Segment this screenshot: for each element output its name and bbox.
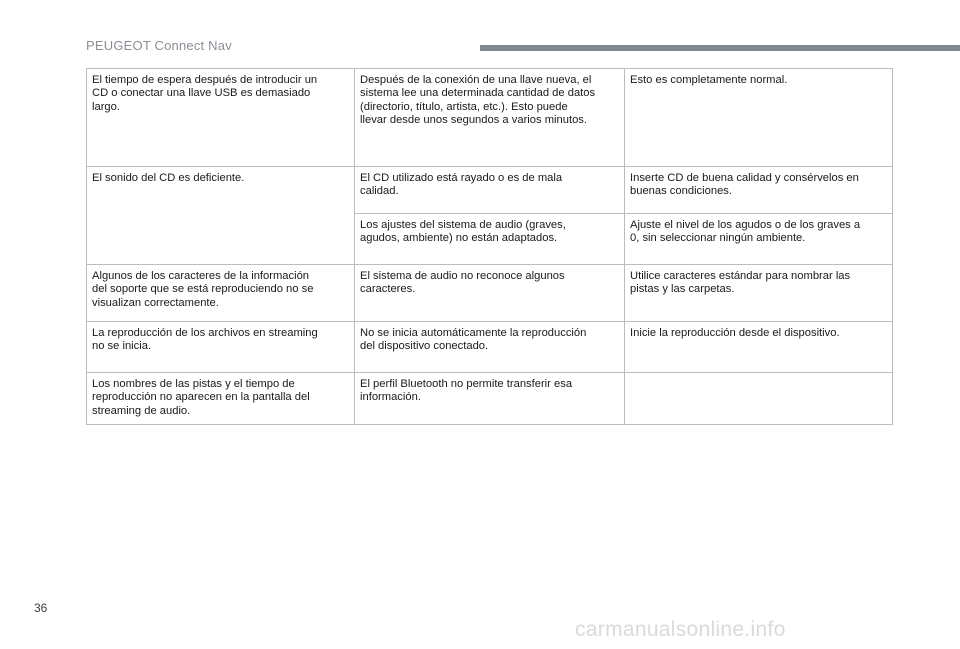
solution-cell: Ajuste el nivel de los agudos o de los graves a 0, sin seleccionar ningún ambiente. — [625, 214, 893, 265]
header-accent-bar — [480, 45, 960, 51]
cause-cell: El CD utilizado está rayado o es de mala calidad. — [355, 167, 625, 214]
problem-cell: La reproducción de los archivos en streaming no se inicia. — [87, 322, 355, 373]
table-row — [87, 69, 893, 167]
cause-cell: Los ajustes del sistema de audio (graves, agudos, ambiente) no están adaptados. — [355, 214, 625, 265]
solution-cell: Inserte CD de buena calidad y consérvelos en buenas condiciones. — [625, 167, 893, 214]
problem-cell: El tiempo de espera después de introducir un CD o conectar una llave USB es demasiado largo. — [87, 69, 355, 167]
table-row — [87, 322, 893, 373]
table-row — [87, 167, 893, 214]
solution-cell: Inicie la reproducción desde el dispositivo. — [625, 322, 893, 373]
troubleshooting-table — [86, 68, 893, 425]
watermark-text: carmanualsonline.info — [575, 618, 786, 641]
table-row — [87, 265, 893, 322]
cause-cell: No se inicia automáticamente la reproducción del dispositivo conectado. — [355, 322, 625, 373]
solution-cell — [625, 373, 893, 425]
document-header-title: PEUGEOT Connect Nav — [86, 38, 232, 53]
cause-cell: El sistema de audio no reconoce algunos caracteres. — [355, 265, 625, 322]
problem-cell: Algunos de los caracteres de la información del soporte que se está reproduciendo no se visualizan correctamente. — [87, 265, 355, 322]
solution-cell: Utilice caracteres estándar para nombrar las pistas y las carpetas. — [625, 265, 893, 322]
page-number: 36 — [34, 601, 48, 615]
cause-cell: El perfil Bluetooth no permite transferir esa información. — [355, 373, 625, 425]
solution-cell: Esto es completamente normal. — [625, 69, 893, 167]
table-row — [87, 373, 893, 425]
problem-cell: Los nombres de las pistas y el tiempo de reproducción no aparecen en la pantalla del streaming de audio. — [87, 373, 355, 425]
problem-cell: El sonido del CD es deficiente. — [87, 167, 355, 265]
cause-cell: Después de la conexión de una llave nueva, el sistema lee una determinada cantidad de datos (directorio, título, artista, etc.). Esto puede llevar desde unos segundos a varios minutos. — [355, 69, 625, 167]
